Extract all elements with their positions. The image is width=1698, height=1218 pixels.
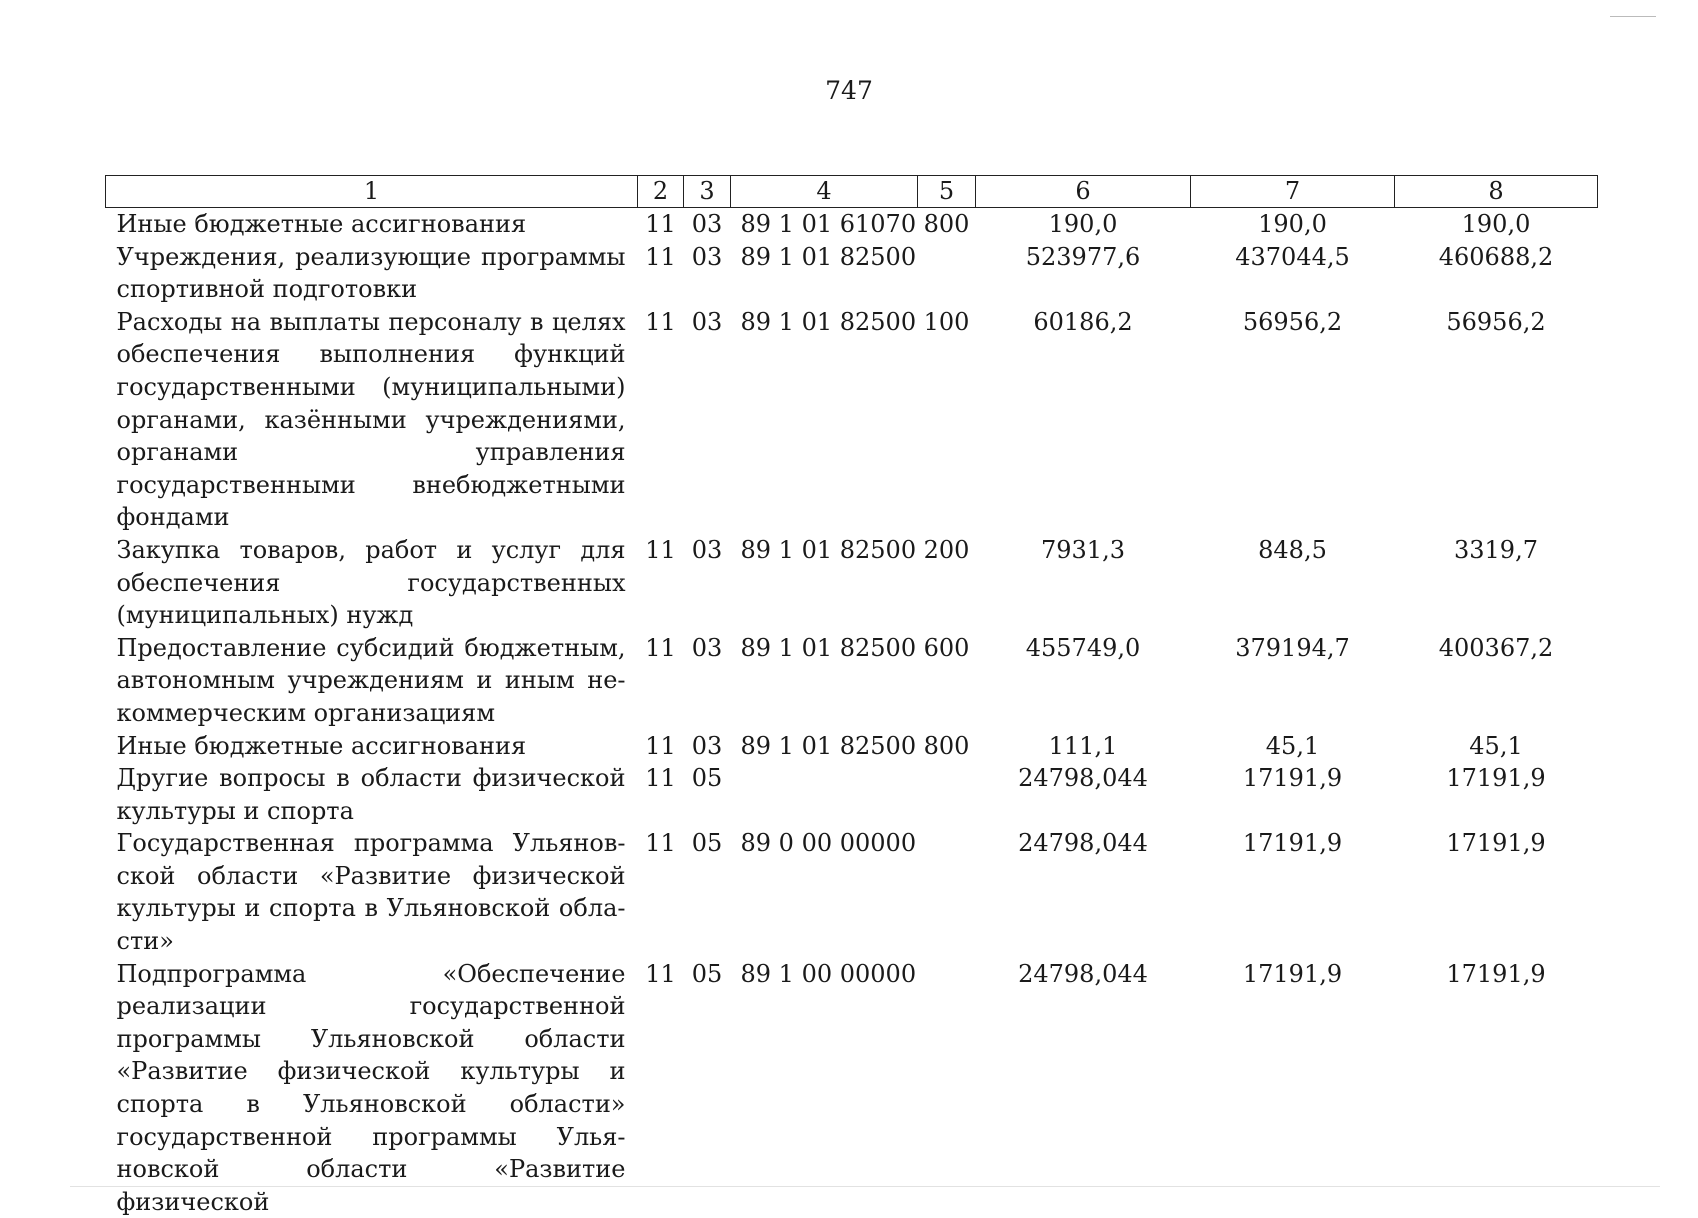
- expense-type-code: 800: [923, 731, 970, 760]
- target-article-code: 89 1 01 61070: [740, 210, 917, 238]
- target-article-code: [731, 762, 918, 827]
- expense-type-code: [918, 827, 976, 957]
- scan-artifact: [1610, 16, 1656, 17]
- column-header: 4: [731, 176, 918, 208]
- row-name: Учреждения, реализующие программы спортивной подготовки: [116, 242, 626, 304]
- expense-type-code: [918, 762, 976, 827]
- amount-col7: 848,5: [1258, 535, 1327, 564]
- target-article-code: 89 1 01 82500: [740, 307, 917, 336]
- amount-col6: 60186,2: [1033, 307, 1133, 336]
- header-row: [106, 176, 1598, 208]
- table-row: [106, 241, 1598, 306]
- section-code: 11: [645, 959, 676, 988]
- row-name: Иные бюджетные ассигнования: [116, 731, 527, 760]
- section-code: 11: [645, 829, 676, 858]
- section-code: 11: [645, 210, 676, 238]
- subsection-code: 03: [691, 242, 723, 271]
- subsection-code: 03: [691, 633, 723, 662]
- section-code: 11: [645, 633, 676, 662]
- amount-col6: 24798,044: [1018, 764, 1148, 793]
- page-number: 747: [825, 76, 873, 105]
- subsection-code: 03: [691, 210, 723, 238]
- amount-col8: 3319,7: [1454, 535, 1538, 564]
- row-name: Государственная программа Ульяновской области «Развитие физической культуры и спорта в Ульяновской области»: [116, 829, 626, 956]
- amount-col7: 437044,5: [1235, 242, 1350, 271]
- amount-col8: 460688,2: [1438, 242, 1554, 271]
- row-name: Закупка товаров, работ и услуг для обеспечения государственных (муниципальных) нужд: [116, 535, 626, 630]
- expense-type-code: [918, 958, 976, 1218]
- column-header: 8: [1395, 176, 1598, 208]
- amount-col6: 24798,044: [1018, 829, 1148, 858]
- section-code: 11: [645, 764, 676, 793]
- table-row: [106, 827, 1598, 957]
- expense-type-code: 200: [923, 535, 970, 564]
- column-header: 1: [106, 176, 638, 208]
- row-name: Другие вопросы в области физической культуры и спорта: [116, 764, 626, 825]
- expense-type-code: 100: [923, 307, 970, 336]
- amount-col6: 111,1: [1048, 731, 1118, 760]
- table-row: [106, 306, 1598, 534]
- expense-type-code: [918, 241, 976, 306]
- section-code: 11: [645, 242, 676, 271]
- target-article-code: 89 0 00 00000: [740, 829, 917, 858]
- row-name: Предоставление субсидий бюджетным, автономным учреждениям и иным некоммерческим организациям: [116, 633, 626, 727]
- amount-col7: 45,1: [1265, 731, 1320, 760]
- table-row: [106, 762, 1598, 827]
- table-row: [106, 208, 1598, 241]
- subsection-code: 05: [691, 764, 723, 793]
- subsection-code: 03: [691, 731, 723, 760]
- table-row: [106, 958, 1598, 1218]
- amount-col6: 24798,044: [1018, 959, 1148, 988]
- target-article-code: 89 1 01 82500: [740, 731, 917, 760]
- amount-col6: 455749,0: [1025, 633, 1141, 662]
- amount-col7: 17191,9: [1242, 959, 1343, 988]
- subsection-code: 03: [691, 535, 723, 564]
- column-header: 3: [684, 176, 731, 208]
- amount-col7: 17191,9: [1242, 764, 1343, 793]
- amount-col8: 17191,9: [1446, 829, 1546, 858]
- target-article-code: 89 1 01 82500: [740, 242, 917, 271]
- amount-col8: 17191,9: [1446, 959, 1546, 988]
- table-row: [106, 730, 1598, 763]
- target-article-code: 89 1 00 00000: [740, 959, 917, 988]
- amount-col8: 400367,2: [1438, 633, 1554, 662]
- row-name: Иные бюджетные ассигнования: [116, 210, 527, 238]
- subsection-code: 03: [691, 307, 723, 336]
- expense-type-code: 600: [923, 633, 970, 662]
- amount-col7: 17191,9: [1242, 829, 1343, 858]
- column-header: 7: [1191, 176, 1395, 208]
- row-name: Расходы на выплаты персоналу в целях обеспечения выполнения функций государственными (муниципальными) органами, казёнными учреждениями, органами управления государственными внебюджетными фондами: [116, 307, 626, 532]
- amount-col6: 523977,6: [1025, 242, 1141, 271]
- column-header: 5: [918, 176, 976, 208]
- amount-col6: 190,0: [1048, 210, 1118, 238]
- amount-col8: 56956,2: [1446, 307, 1546, 336]
- amount-col8: 190,0: [1461, 210, 1531, 238]
- amount-col8: 17191,9: [1446, 764, 1546, 793]
- subsection-code: 05: [691, 829, 723, 858]
- section-code: 11: [645, 535, 676, 564]
- row-name: Подпрограмма «Обеспечение реализации государственной программы Ульяновской области «Развитие физической культуры и спорта в Ульяновской области» государственной программы Ульяновской области «Развитие физической: [116, 959, 626, 1216]
- section-code: 11: [645, 307, 676, 336]
- expense-type-code: 800: [923, 210, 970, 238]
- budget-table: [105, 175, 1598, 1218]
- amount-col6: 7931,3: [1041, 535, 1125, 564]
- column-header: 6: [976, 176, 1191, 208]
- amount-col7: 379194,7: [1235, 633, 1350, 662]
- table-row: [106, 534, 1598, 632]
- scan-artifact: [70, 1186, 1660, 1187]
- target-article-code: 89 1 01 82500: [740, 535, 917, 564]
- amount-col8: 45,1: [1469, 731, 1523, 760]
- section-code: 11: [645, 731, 676, 760]
- target-article-code: 89 1 01 82500: [740, 633, 917, 662]
- subsection-code: 05: [691, 959, 723, 988]
- amount-col7: 190,0: [1258, 210, 1327, 238]
- table-row: [106, 632, 1598, 730]
- column-header: 2: [638, 176, 684, 208]
- amount-col7: 56956,2: [1242, 307, 1343, 336]
